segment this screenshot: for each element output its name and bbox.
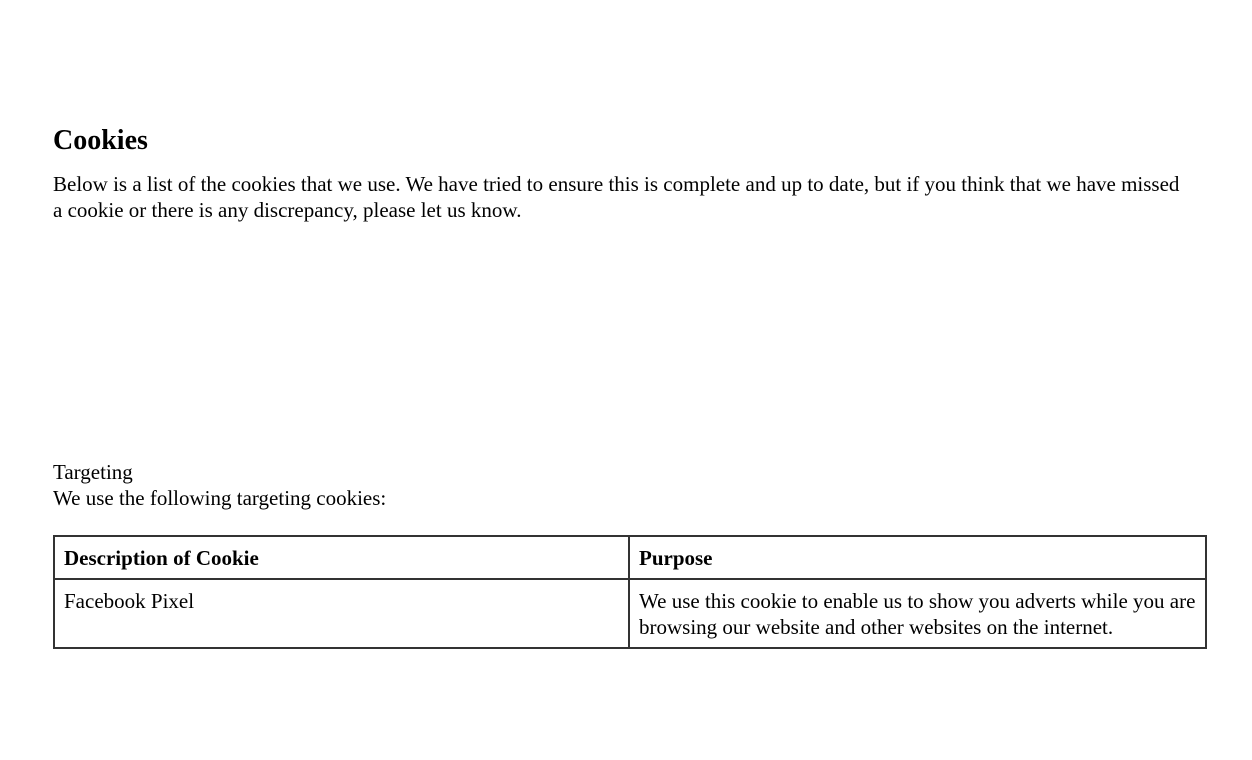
- page-title: Cookies: [53, 125, 148, 156]
- table-header-row: [54, 536, 1206, 579]
- cell-cookie-description: Facebook Pixel: [54, 579, 629, 648]
- cookie-table: [53, 535, 1207, 649]
- column-header-purpose: Purpose: [629, 536, 1206, 579]
- cell-cookie-purpose: We use this cookie to enable us to show you adverts while you are browsing our website and other websites on the internet.: [629, 579, 1206, 648]
- table-row: [54, 579, 1206, 648]
- intro-paragraph: Below is a list of the cookies that we use. We have tried to ensure this is complete and up to date, but if you think that we have missed a cookie or there is any discrepancy, please let us know.: [53, 172, 1180, 222]
- section-heading-targeting: Targeting: [53, 460, 133, 484]
- section-description-targeting: We use the following targeting cookies:: [53, 486, 387, 510]
- column-header-description: Description of Cookie: [54, 536, 629, 579]
